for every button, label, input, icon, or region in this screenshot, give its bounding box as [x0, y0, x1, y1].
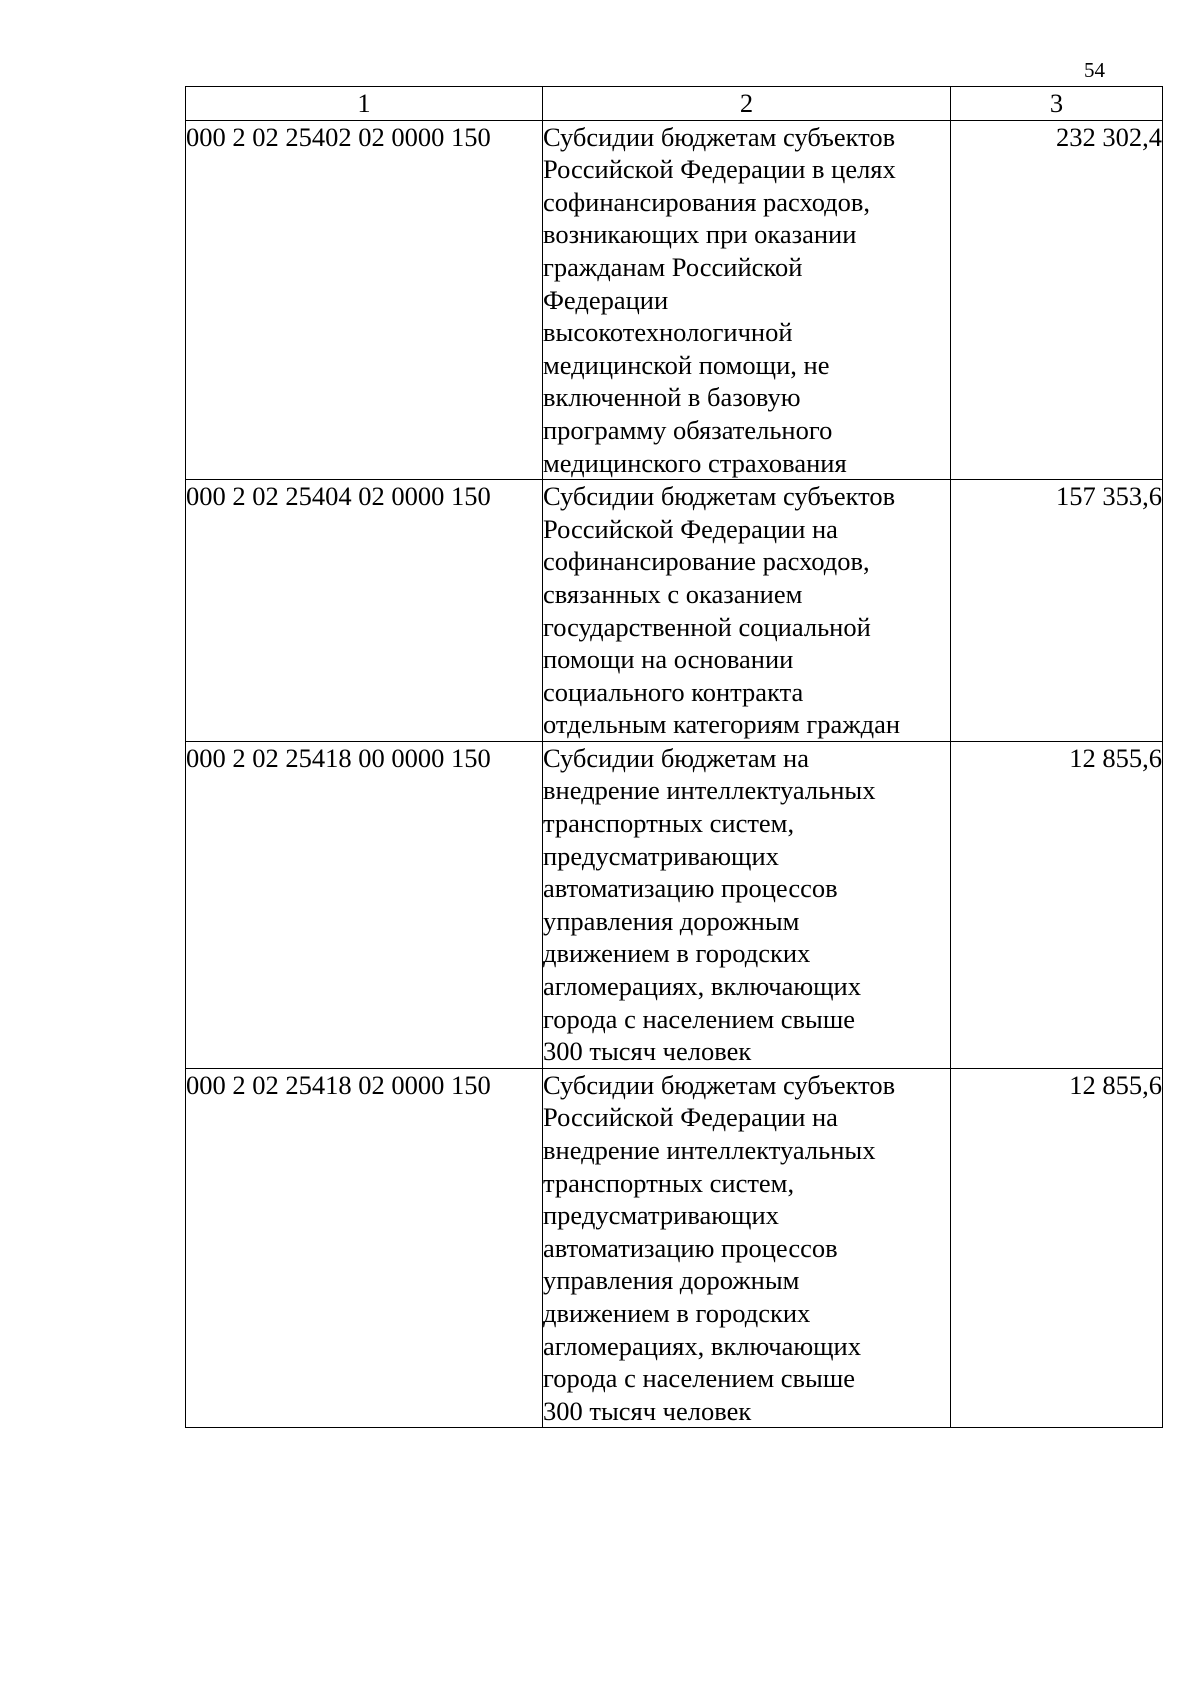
table-row	[186, 741, 1163, 1068]
description-line: внедрение интеллектуальных	[543, 1135, 876, 1165]
description-line: агломерациях, включающих	[543, 1330, 861, 1361]
description	[543, 480, 951, 742]
description-line: Российской Федерации на	[543, 1102, 838, 1133]
description-line: Субсидии бюджетам субъектов	[543, 121, 896, 152]
description-line: программу обязательного	[543, 414, 833, 445]
page-number: 54	[1084, 58, 1105, 82]
description-line: медицинского страхования	[543, 447, 847, 478]
description-line: транспортных систем,	[543, 1167, 795, 1198]
budget-code: 000 2 02 25404 02 0000 150	[186, 480, 543, 742]
description-line: отдельным категориям граждан	[543, 709, 901, 740]
column-header-1: 1	[186, 87, 543, 121]
column-header-3: 3	[951, 87, 1163, 121]
description-line: включенной в базовую	[543, 382, 801, 413]
description-line: автоматизацию процессов	[543, 873, 838, 904]
description-line: города с населением свыше	[543, 1363, 855, 1394]
table-row	[186, 480, 1163, 742]
description	[543, 1068, 951, 1428]
description-line: гражданам Российской	[543, 251, 803, 282]
description-line: 300 тысяч человек	[543, 1036, 752, 1067]
description-line: предусматривающих	[543, 840, 779, 871]
amount: 232 302,4	[951, 120, 1163, 480]
description-line: предусматривающих	[543, 1200, 779, 1231]
description-line: транспортных систем,	[543, 808, 795, 839]
description-line: автоматизацию процессов	[543, 1232, 838, 1263]
description-line: Субсидии бюджетам субъектов	[543, 1069, 896, 1100]
description-line: агломерациях, включающих	[543, 971, 861, 1002]
budget-code: 000 2 02 25418 02 0000 150	[186, 1068, 543, 1428]
description-line: движением в городских	[543, 1297, 811, 1328]
description-line: помощи на основании	[543, 644, 794, 675]
amount: 12 855,6	[951, 1068, 1163, 1428]
description-line: связанных с оказанием	[543, 578, 803, 609]
description-line: софинансирование расходов,	[543, 546, 870, 577]
description	[543, 741, 951, 1068]
description-line: возникающих при оказании	[543, 219, 857, 250]
column-header-2: 2	[543, 87, 951, 121]
description-line: Федерации	[543, 284, 669, 315]
description-line: внедрение интеллектуальных	[543, 775, 876, 806]
description-line: высокотехнологичной	[543, 317, 793, 348]
budget-code: 000 2 02 25402 02 0000 150	[186, 120, 543, 480]
description-line: софинансирования расходов,	[543, 186, 871, 217]
description-line: социального контракта	[543, 676, 804, 707]
table-row	[186, 120, 1163, 480]
description-line: 300 тысяч человек	[543, 1395, 752, 1426]
description	[543, 120, 951, 480]
description-line: управления дорожным	[543, 905, 800, 936]
description-line: Субсидии бюджетам на	[543, 742, 809, 773]
description-line: медицинской помощи, не	[543, 349, 830, 380]
table-header-row	[186, 87, 1163, 121]
description-line: Российской Федерации на	[543, 513, 838, 544]
description-line: движением в городских	[543, 938, 811, 969]
description-line: государственной социальной	[543, 611, 871, 642]
description-line: города с населением свыше	[543, 1003, 855, 1034]
table-row	[186, 1068, 1163, 1428]
budget-table	[185, 86, 1163, 1428]
description-line: Субсидии бюджетам субъектов	[543, 481, 896, 512]
amount: 12 855,6	[951, 741, 1163, 1068]
amount: 157 353,6	[951, 480, 1163, 742]
budget-code: 000 2 02 25418 00 0000 150	[186, 741, 543, 1068]
description-line: Российской Федерации в целях	[543, 154, 896, 185]
description-line: управления дорожным	[543, 1265, 800, 1296]
